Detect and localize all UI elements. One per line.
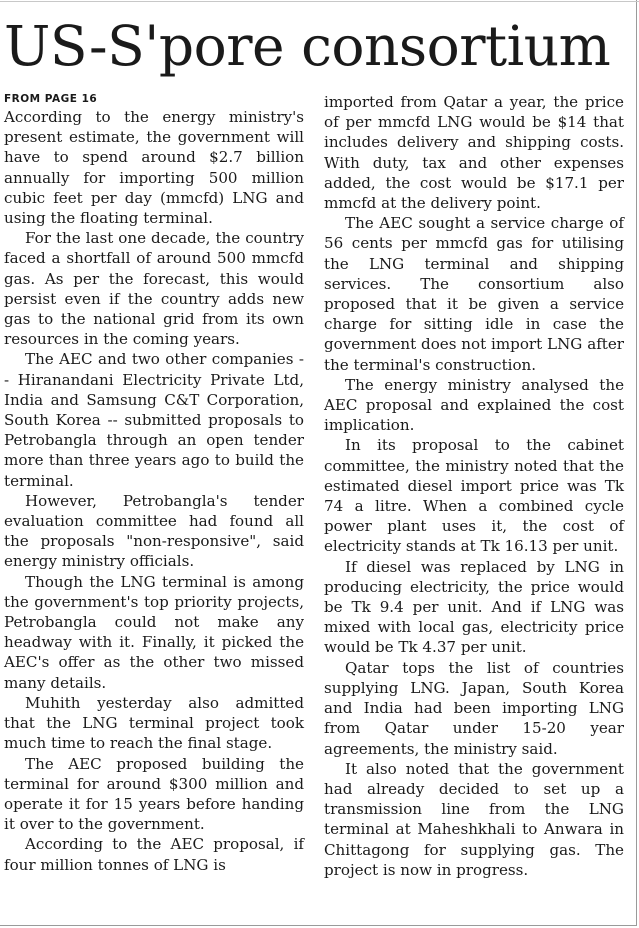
left-column — [4, 92, 304, 875]
paragraph: For the last one decade, the country faced a shortfall of around 500 mmcfd gas. As per the forecast, this would persist even if the country adds new gas to the national grid from its own resources in the coming years. — [4, 229, 304, 349]
paragraph: According to the energy ministry's present estimate, the government will have to spend around $2.7 billion annually for importing 500 million cubic feet per day (mmcfd) LNG and using the floating terminal. — [4, 108, 304, 228]
paragraph: According to the AEC proposal, if four million tonnes of LNG is — [4, 835, 304, 874]
paragraph: It also noted that the government had already decided to set up a transmission line from the LNG terminal at Maheshkhali to Anwara in Chittagong for supplying gas. The project is now in progress. — [324, 759, 624, 879]
headline: US-S'pore consortium — [4, 14, 611, 78]
continuation-kicker: FROM PAGE 16 — [4, 93, 98, 105]
paragraph: In its proposal to the cabinet committee, the ministry noted that the estimated diesel import price was Tk 74 a litre. When a combined cycle power plant uses it, the cost of electricity stands at Tk 16.13 per unit. — [324, 436, 624, 556]
paragraph: The energy ministry analysed the AEC proposal and explained the cost implication. — [324, 375, 624, 435]
paragraph: Muhith yesterday also admitted that the LNG terminal project took much time to reach the final stage. — [4, 693, 304, 753]
top-rule — [0, 1, 639, 2]
paragraph: However, Petrobangla's tender evaluation committee had found all the proposals "non-responsive", said energy ministry officials. — [4, 491, 304, 571]
paragraph: The AEC and two other companies -- Hiranandani Electricity Private Ltd, India and Samsung C&T Corporation, South Korea -- submitted proposals to Petrobangla through an open tender more than three years ago to build the terminal. — [4, 350, 304, 490]
paragraph: If diesel was replaced by LNG in producing electricity, the price would be Tk 9.4 per unit. And if LNG was mixed with local gas, electricity price would be Tk 4.37 per unit. — [324, 557, 624, 657]
paragraph: The AEC proposed building the terminal for around $300 million and operate it for 15 years before handing it over to the government. — [4, 754, 304, 834]
paragraph: Qatar tops the list of countries supplying LNG. Japan, South Korea and India had been importing LNG from Qatar under 15-20 year agreements, the ministry said. — [324, 658, 624, 758]
paragraph: The AEC sought a service charge of 56 cents per mmcfd gas for utilising the LNG terminal and shipping services. The consortium also proposed that it be given a service charge for sitting idle in case the government does not import LNG after the terminal's construction. — [324, 214, 624, 374]
paragraph: imported from Qatar a year, the price of per mmcfd LNG would be $14 that includes delivery and shipping costs. With duty, tax and other expenses added, the cost would be $17.1 per mmcfd at the delivery point. — [324, 93, 624, 213]
right-column — [324, 92, 624, 880]
paragraph: Though the LNG terminal is among the government's top priority projects, Petrobangla could not make any headway with it. Finally, it picked the AEC's offer as the other two missed many details. — [4, 572, 304, 692]
